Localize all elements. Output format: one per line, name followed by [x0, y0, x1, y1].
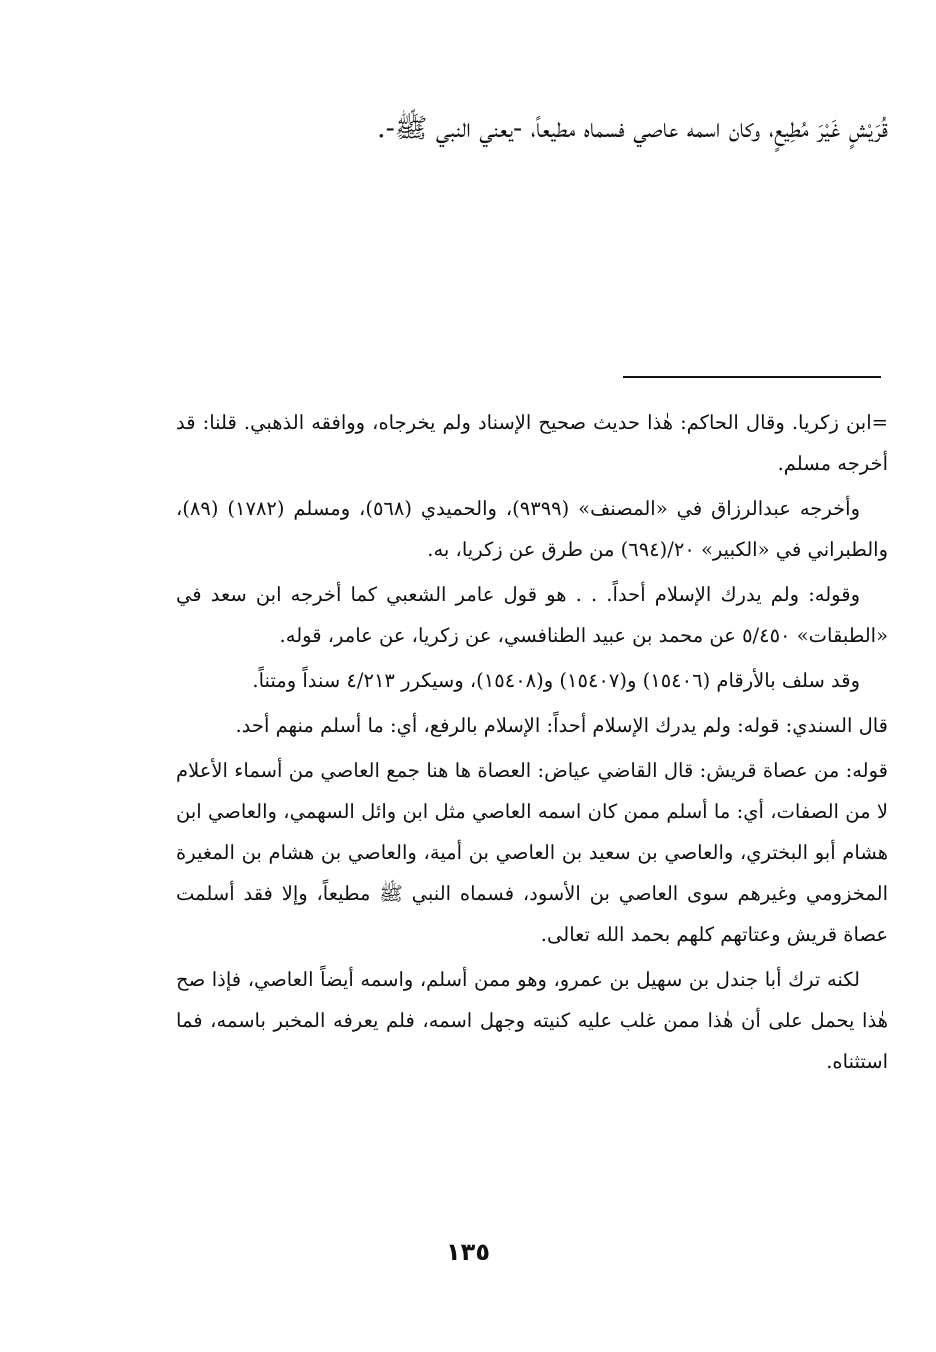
footnote-paragraph: وقد سلف بالأرقام (١٥٤٠٦) و(١٥٤٠٧) و(١٥٤٠٨)، وسيكرر ٤/٢١٣ سنداً ومتناً.	[252, 669, 860, 692]
footnote-paragraph: قال السندي: قوله: ولم يدرك الإسلام أحداً: الإسلام بالرفع، أي: ما أسلم منهم أحد.	[235, 714, 888, 737]
footnote-divider	[623, 376, 881, 378]
footnote-paragraph: لكنه ترك أبا جندل بن سهيل بن عمرو، وهو ممن أسلم، واسمه أيضاً العاصي، فإذا صح هٰذا يحمل على أن هٰذا ممن غلب عليه كنيته وجهل اسمه، فلم يعرفه المخبر باسمه، فما استثناه.	[176, 968, 888, 1073]
footnotes	[176, 402, 888, 1082]
footnote-paragraph: وأخرجه عبدالرزاق في «المصنف» (٩٣٩٩)، والحميدي (٥٦٨)، ومسلم (١٧٨٢) (٨٩)، والطبراني في «الكبير» ٢٠/(٦٩٤) من طرق عن زكريا، به.	[176, 497, 888, 561]
main-text	[176, 100, 888, 158]
main-paragraph: قُرَيْشٍ غَيْرَ مُطِيعٍ، وكان اسمه عاصي فسماه مطيعاً، -يعني النبي ﷺ-.	[377, 113, 888, 144]
footnote-paragraph: وقوله: ولم يدرك الإسلام أحداً. . . هو قول عامر الشعبي كما أخرجه ابن سعد في «الطبقات» ٥/٤٥٠ عن محمد بن عبيد الطنافسي، عن زكريا، عن عامر، قوله.	[176, 583, 888, 647]
footnote-paragraph: قوله: من عصاة قريش: قال القاضي عياض: العصاة ها هنا جمع العاصي من أسماء الأعلام لا من الصفات، أي: ما أسلم ممن كان اسمه العاصي مثل ابن وائل السهمي، والعاصي ابن هشام أبو البختري، والعاصي بن سعيد بن العاصي بن أمية، والعاصي بن هشام بن المغيرة المخزومي وغيرهم سوى العاصي بن الأسود، فسماه النبي ﷺ مطيعاً، وإلا فقد أسلمت عصاة قريش وعتاتهم كلهم بحمد الله تعالى.	[176, 759, 888, 946]
page-number: ١٣٥	[446, 1238, 490, 1266]
footnote-paragraph: =ابن زكريا. وقال الحاكم: هٰذا حديث صحيح الإسناد ولم يخرجاه، ووافقه الذهبي. قلنا: قد أخرجه مسلم.	[176, 411, 888, 475]
